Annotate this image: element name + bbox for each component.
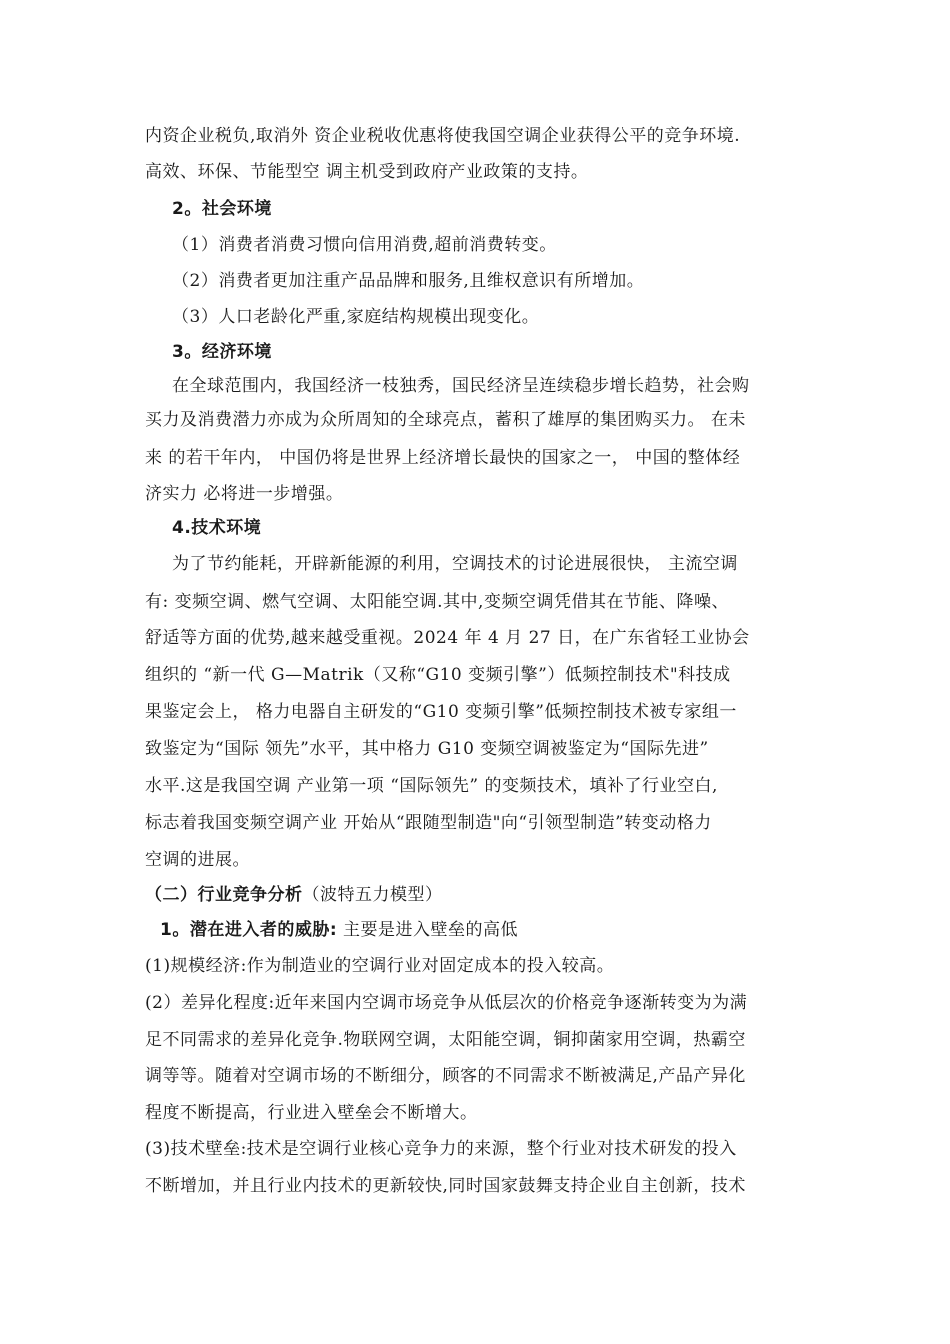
text-line: 舒适等方面的优势,越来越受重视。2024 年 4 月 27 日，在广东省轻工业协会 bbox=[145, 628, 750, 648]
item-heading-note: 主要是进入壁垒的高低 bbox=[337, 920, 519, 940]
text-line: 不断增加，并且行业内技术的更新较快,同时国家鼓舞支持企业自主创新，技术 bbox=[145, 1176, 746, 1196]
list-item: （1）消费者消费习惯向信用消费,超前消费转变。 bbox=[172, 235, 557, 255]
text-line: (2）差异化程度:近年来国内空调市场竞争从低层次的价格竞争逐渐转变为为满 bbox=[145, 993, 748, 1013]
list-item: （3）人口老龄化严重,家庭结构规模出现变化。 bbox=[172, 307, 540, 327]
text-line: 济实力 必将进一步增强。 bbox=[145, 484, 344, 504]
text-line: 果鉴定会上， 格力电器自主研发的“G10 变频引擎”低频控制技术被专家组一 bbox=[145, 702, 737, 722]
text-line: 调等等。随着对空调市场的不断细分，顾客的不同需求不断被满足,产品产异化 bbox=[145, 1066, 746, 1086]
subsection-heading-note: （波特五力模型） bbox=[302, 885, 443, 905]
item-heading: 1。潜在进入者的威胁: bbox=[160, 920, 338, 940]
text-line: 高效、环保、节能型空 调主机受到政府产业政策的支持。 bbox=[145, 162, 589, 182]
text-line: 致鉴定为“国际 领先”水平，其中格力 G10 变频空调被鉴定为“国际先进” bbox=[145, 739, 709, 759]
text-line: 足不同需求的差异化竞争.物联网空调，太阳能空调，铜抑菌家用空调，热霸空 bbox=[145, 1030, 746, 1050]
text-line: 内资企业税负,取消外 资企业税收优惠将使我国空调企业获得公平的竞争环境. bbox=[145, 126, 741, 146]
text-line: 来 的若干年内， 中国仍将是世界上经济增长最快的国家之一， 中国的整体经 bbox=[145, 448, 741, 468]
list-item: （2）消费者更加注重产品品牌和服务,且维权意识有所增加。 bbox=[172, 271, 645, 291]
text-line: 空调的进展。 bbox=[145, 850, 250, 870]
text-line: (1)规模经济:作为制造业的空调行业对固定成本的投入较高。 bbox=[145, 956, 615, 976]
text-line: 为了节约能耗，开辟新能源的利用，空调技术的讨论进展很快， 主流空调 bbox=[172, 554, 738, 574]
text-line: 有: 变频空调、燃气空调、太阳能空调.其中,变频空调凭借其在节能、降噪、 bbox=[145, 592, 729, 612]
section-heading: 3。经济环境 bbox=[172, 342, 272, 362]
subsection-heading: （二）行业竞争分析 bbox=[145, 885, 303, 905]
text-line: 标志着我国变频空调产业 开始从“跟随型制造"向“引领型制造”转变动格力 bbox=[145, 813, 712, 833]
section-heading: 4.技术环境 bbox=[172, 518, 262, 538]
item-heading-line bbox=[160, 918, 518, 942]
subsection-heading-line bbox=[145, 883, 443, 907]
text-line: 水平.这是我国空调 产业第一项 “国际领先” 的变频技术，填补了行业空白, bbox=[145, 776, 718, 796]
text-line: 组织的 “新一代 G—Matrik（又称“G10 变频引擎”）低频控制技术"科技成 bbox=[145, 665, 731, 685]
text-line: 买力及消费潜力亦成为众所周知的全球亮点，蓄积了雄厚的集团购买力。 在未 bbox=[145, 410, 746, 430]
text-line: 在全球范围内，我国经济一枝独秀，国民经济呈连续稳步增长趋势，社会购 bbox=[172, 376, 750, 396]
text-line: (3)技术壁垒:技术是空调行业核心竞争力的来源，整个行业对技术研发的投入 bbox=[145, 1139, 737, 1159]
section-heading: 2。社会环境 bbox=[172, 199, 272, 219]
text-line: 程度不断提高，行业进入壁垒会不断增大。 bbox=[145, 1103, 478, 1123]
